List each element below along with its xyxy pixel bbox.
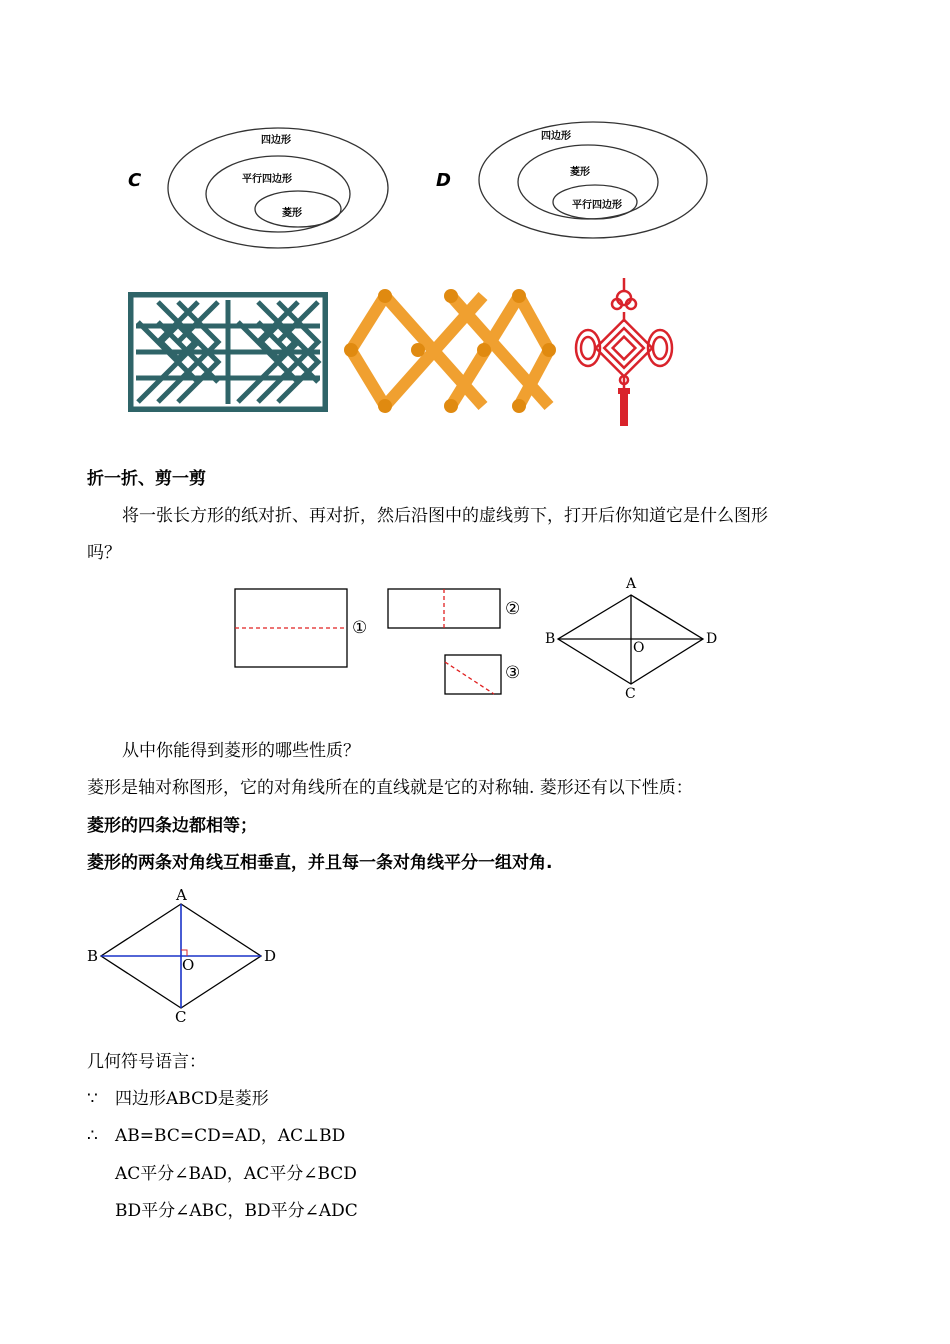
section-title: 折一折、剪一剪 bbox=[87, 469, 206, 489]
fold-step-1-diagram bbox=[234, 588, 354, 670]
venn-diagram-c bbox=[120, 118, 400, 258]
question-text: 从中你能得到菱形的哪些性质？ bbox=[122, 741, 360, 761]
conclusion-line-3: BD平分∠ABC，BD平分∠ADC bbox=[115, 1201, 358, 1221]
lattice-window-image bbox=[128, 292, 328, 412]
chinese-knot-image bbox=[574, 276, 674, 428]
rhombus-top-label-b: B bbox=[545, 631, 556, 647]
venn-diagram-d bbox=[430, 112, 720, 252]
folding-trellis-image bbox=[343, 288, 558, 416]
rhombus-bottom-label-c: C bbox=[175, 1008, 187, 1026]
axis-statement: 菱形是轴对称图形，它的对角线所在的直线就是它的对称轴. 菱形还有以下性质： bbox=[87, 778, 693, 798]
rhombus-diagram-top bbox=[540, 574, 720, 704]
rhombus-diagram-bottom bbox=[84, 884, 284, 1026]
fold-step-2-diagram bbox=[387, 588, 503, 630]
property-diagonals: 菱形的两条对角线互相垂直，并且每一条对角线平分一组对角. bbox=[87, 853, 553, 873]
conclusion-line-1: AB=BC=CD=AD，AC⊥BD bbox=[115, 1126, 346, 1146]
rhombus-top-label-d: D bbox=[706, 631, 718, 647]
intro-line-1: 将一张长方形的纸对折、再对折，然后沿图中的虚线剪下，打开后你知道它是什么图形 bbox=[122, 506, 768, 526]
venn-c-outer-label: 四边形 bbox=[261, 135, 291, 146]
venn-c-ellipses bbox=[120, 118, 400, 258]
venn-c-letter: C bbox=[128, 170, 142, 191]
rhombus-top-label-o: O bbox=[633, 640, 645, 656]
conclusion-line-2: AC平分∠BAD，AC平分∠BCD bbox=[115, 1164, 357, 1184]
fold-step-1-label: ① bbox=[352, 618, 368, 638]
rhombus-bottom-label-d: D bbox=[264, 947, 277, 965]
symbolic-title: 几何符号语言： bbox=[87, 1052, 206, 1072]
property-sides-equal: 菱形的四条边都相等； bbox=[87, 816, 257, 836]
fold-step-2-label: ② bbox=[505, 599, 521, 619]
fold-step-3-label: ③ bbox=[505, 663, 521, 683]
fold-step-3-diagram bbox=[444, 654, 504, 696]
rhombus-bottom-label-b: B bbox=[87, 947, 99, 965]
rhombus-bottom-label-o: O bbox=[182, 956, 195, 974]
therefore-symbol: ∴ bbox=[87, 1126, 98, 1146]
rhombus-top-label-c: C bbox=[625, 686, 636, 702]
rhombus-bottom-label-a: A bbox=[176, 886, 187, 904]
because-symbol: ∵ bbox=[87, 1089, 98, 1109]
venn-d-ellipses bbox=[430, 112, 720, 252]
venn-d-inner-label: 平行四边形 bbox=[572, 200, 622, 211]
venn-d-letter: D bbox=[436, 170, 451, 191]
venn-c-inner-label: 菱形 bbox=[282, 208, 302, 219]
venn-c-middle-label: 平行四边形 bbox=[242, 174, 292, 185]
because-text: 四边形ABCD是菱形 bbox=[115, 1089, 269, 1109]
venn-d-middle-label: 菱形 bbox=[570, 167, 590, 178]
intro-line-2: 吗？ bbox=[87, 543, 121, 563]
venn-d-outer-label: 四边形 bbox=[541, 131, 571, 142]
rhombus-top-label-a: A bbox=[626, 576, 637, 592]
